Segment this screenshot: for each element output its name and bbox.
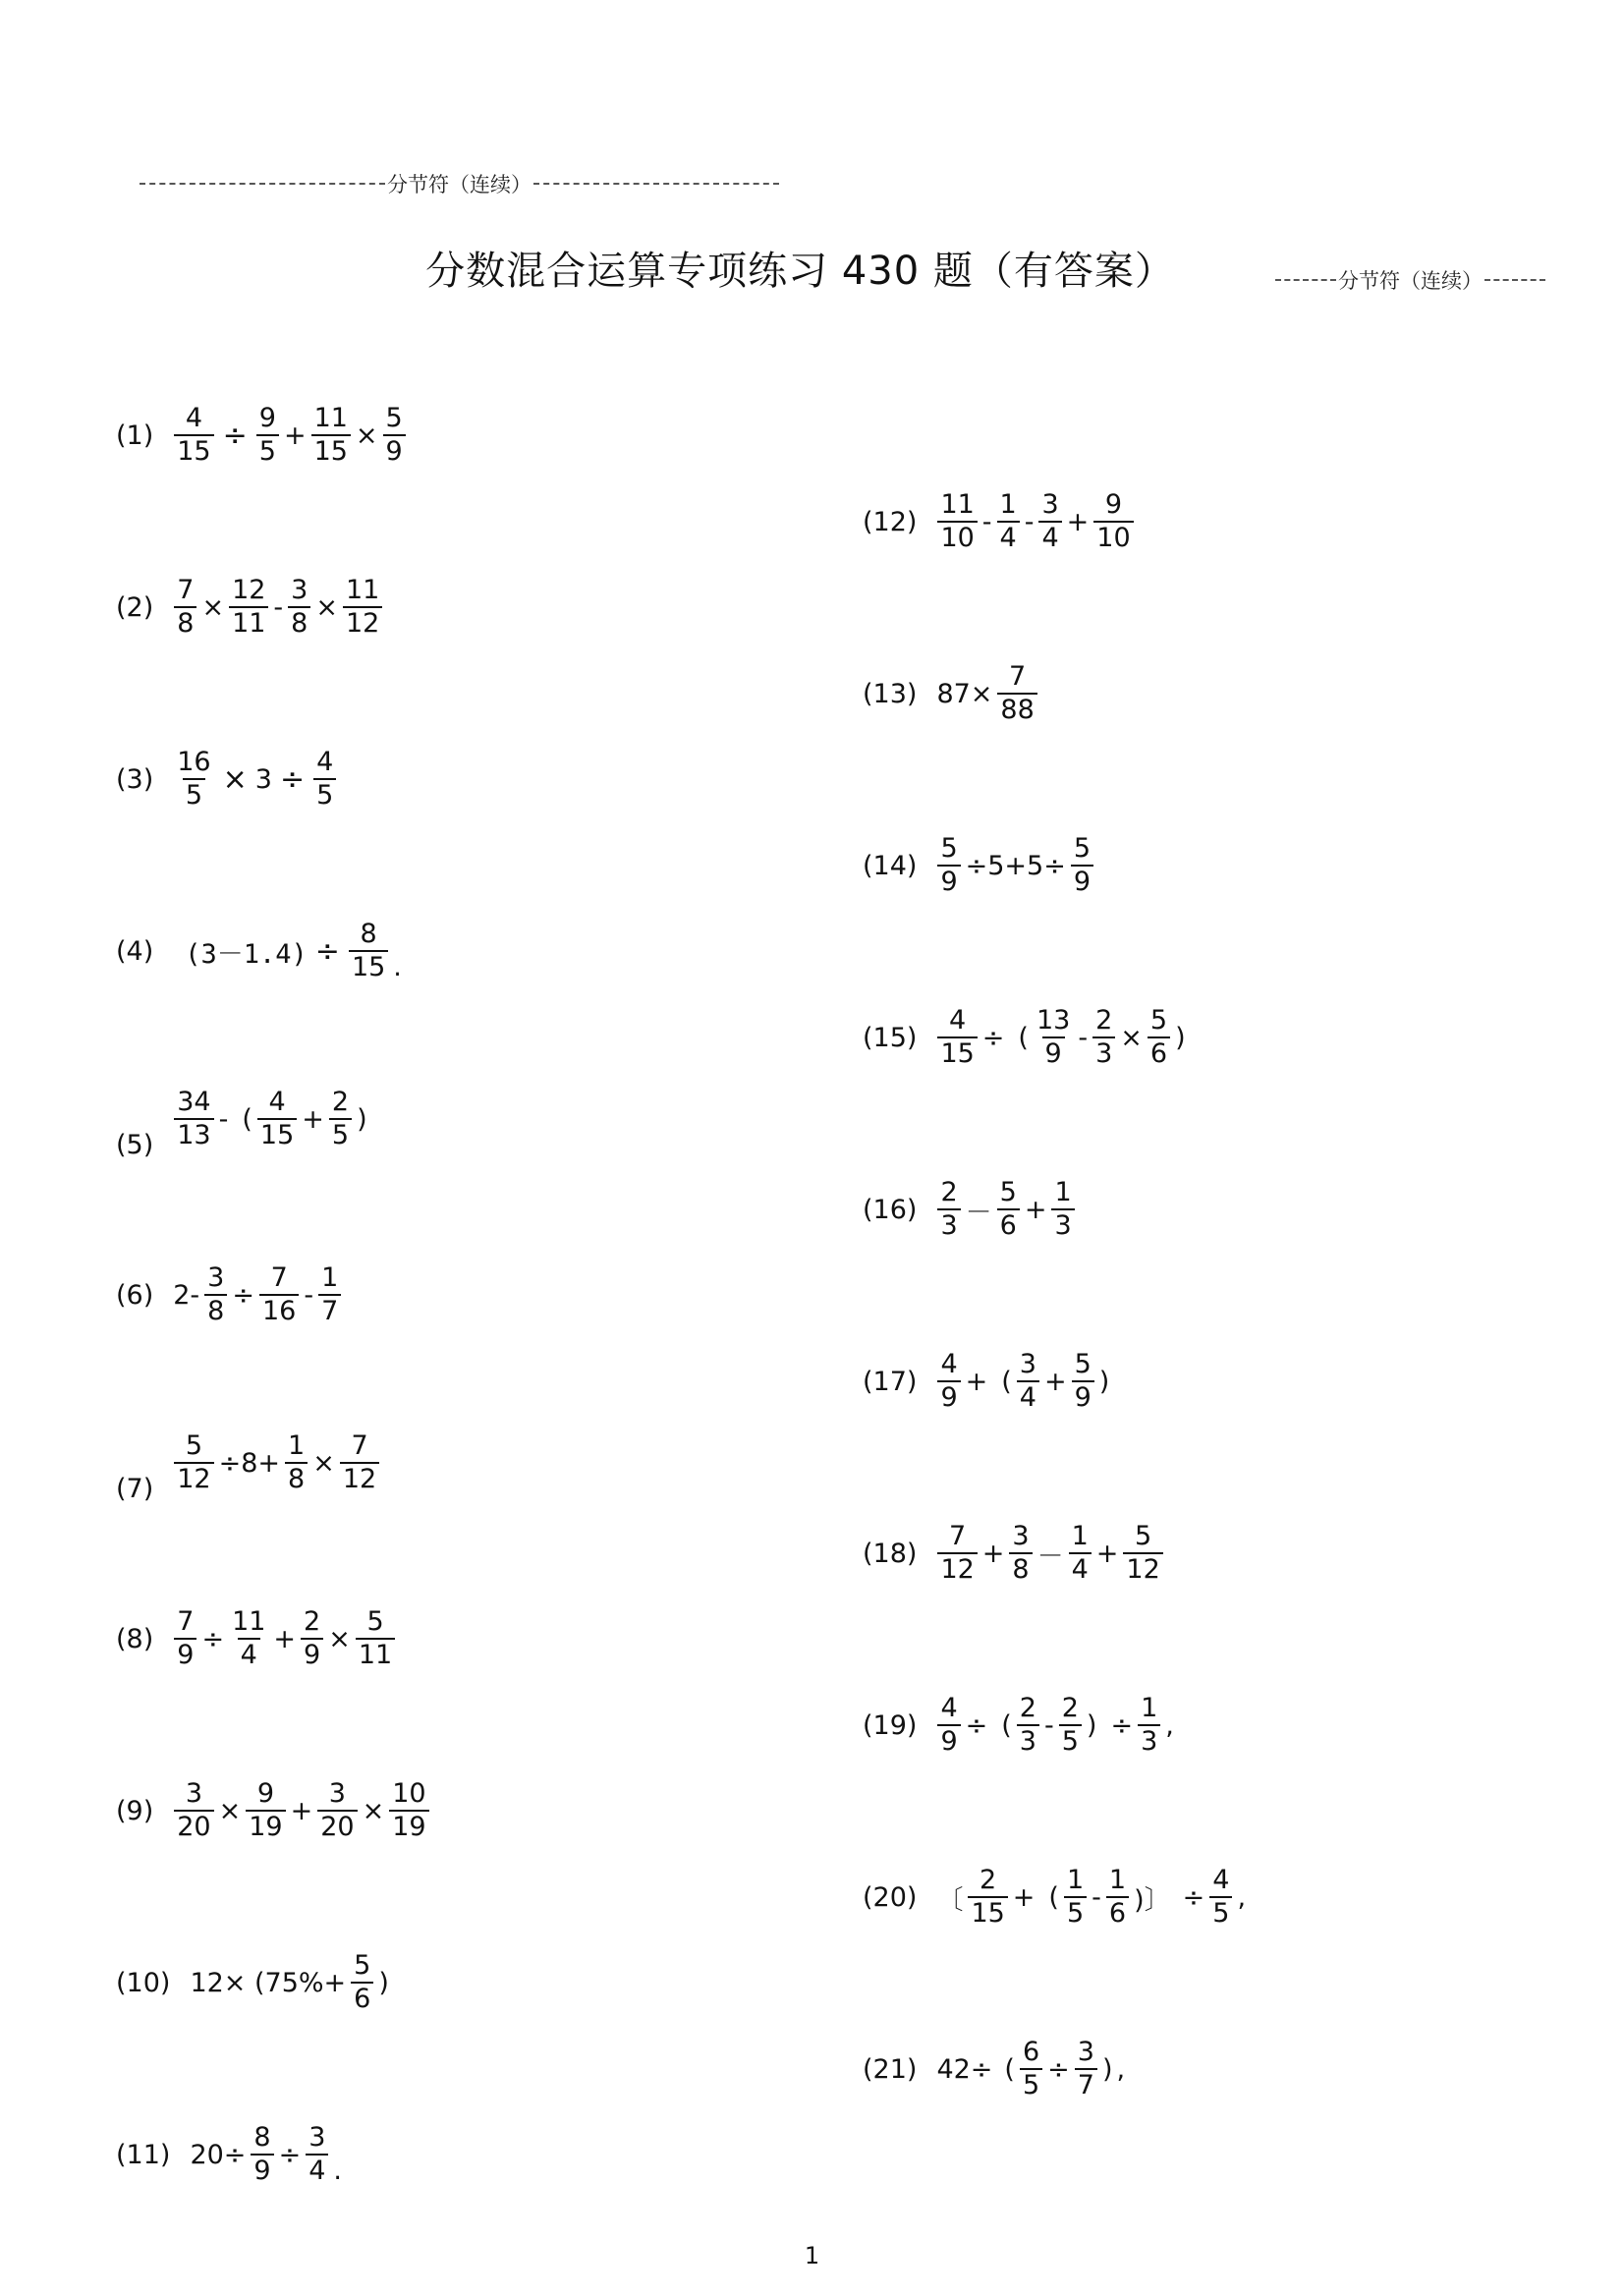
dashed-line bbox=[1484, 279, 1545, 281]
close-paren: ) bbox=[357, 1103, 367, 1135]
leading-term: 20÷ bbox=[190, 2139, 247, 2170]
problem-11 bbox=[116, 2124, 344, 2186]
expression bbox=[934, 1867, 1248, 1929]
problem-6 bbox=[116, 1264, 344, 1326]
problem-18 bbox=[863, 1523, 1166, 1585]
fraction: $\frac{10}{19}$ bbox=[389, 1780, 428, 1842]
page-number: 1 bbox=[804, 2242, 820, 2269]
operator: ÷ bbox=[222, 418, 248, 453]
fraction: $\frac{8}{9}$ bbox=[251, 2124, 273, 2186]
operator: + bbox=[290, 1795, 313, 1826]
expression bbox=[934, 663, 1039, 725]
fraction: $\frac{5}{6}$ bbox=[1148, 1007, 1170, 1069]
close-paren: ) bbox=[1098, 1366, 1110, 1397]
operator: + bbox=[1043, 1366, 1067, 1397]
comma: , bbox=[1165, 1709, 1174, 1741]
open-paren: ( bbox=[1001, 1709, 1012, 1741]
fraction: $\frac{3}{8}$ bbox=[288, 577, 310, 639]
fraction: $\frac{3}{4}$ bbox=[306, 2124, 328, 2186]
expression bbox=[171, 1089, 368, 1150]
expression bbox=[934, 1695, 1175, 1757]
expression bbox=[171, 577, 385, 639]
open-paren: ( bbox=[1048, 1881, 1059, 1913]
fraction: $\frac{3}{20}$ bbox=[317, 1780, 357, 1842]
fraction: $\frac{5}{6}$ bbox=[351, 1952, 373, 2014]
operator: + bbox=[981, 1538, 1005, 1569]
problem-number: (20) bbox=[863, 1881, 918, 1913]
problem-1 bbox=[116, 405, 409, 467]
operator: + bbox=[273, 1623, 297, 1654]
operator: × bbox=[201, 591, 225, 623]
open-paren: ( bbox=[1001, 1366, 1012, 1397]
operator: － bbox=[1036, 1540, 1064, 1572]
fraction: $\frac{7}{8}$ bbox=[174, 577, 196, 639]
operator: ÷ bbox=[1110, 1709, 1134, 1741]
fraction: $\frac{2}{9}$ bbox=[301, 1608, 323, 1670]
operator: ÷8+ bbox=[218, 1447, 281, 1479]
operator: ÷ bbox=[981, 1022, 1005, 1053]
problem-number: (11) bbox=[116, 2139, 171, 2170]
fraction: $\frac{8}{15}$ bbox=[349, 921, 388, 982]
fraction: $\frac{13}{9}$ bbox=[1036, 1005, 1071, 1070]
expression bbox=[171, 749, 339, 811]
open-paren: ( bbox=[242, 1103, 252, 1135]
problem-number: (5) bbox=[116, 1129, 154, 1160]
fraction: $\frac{5}{12}$ bbox=[174, 1432, 213, 1494]
problem-number: (3) bbox=[116, 763, 154, 795]
dashed-line bbox=[533, 183, 779, 185]
operator: × bbox=[312, 1447, 335, 1479]
fraction: $\frac{2}{3}$ bbox=[1017, 1695, 1039, 1757]
fraction: $\frac{7}{88}$ bbox=[997, 663, 1036, 725]
fraction: $\frac{1}{7}$ bbox=[318, 1264, 341, 1326]
fraction: $\frac{1}{4}$ bbox=[997, 491, 1020, 553]
operator: + bbox=[283, 420, 307, 451]
fraction: $\frac{7}{12}$ bbox=[937, 1523, 977, 1585]
fraction: $\frac{1}{4}$ bbox=[1069, 1523, 1092, 1585]
operator: - bbox=[1078, 1022, 1089, 1053]
section-break-label: 分节符（连续） bbox=[1338, 269, 1483, 293]
problem-7 bbox=[116, 1430, 382, 1504]
fraction: $\frac{2}{3}$ bbox=[1092, 1007, 1115, 1069]
dashed-line bbox=[140, 183, 385, 185]
number: 3 bbox=[254, 763, 272, 795]
operator: × bbox=[355, 420, 378, 451]
comma: , bbox=[1237, 1881, 1247, 1913]
close-paren: ) bbox=[378, 1967, 389, 1998]
expression bbox=[188, 1952, 390, 2014]
fraction: $\frac{4}{9}$ bbox=[937, 1351, 960, 1413]
fraction: $\frac{4}{15}$ bbox=[174, 405, 213, 467]
section-break-label: 分节符（连续） bbox=[387, 173, 532, 196]
operator: × bbox=[1120, 1022, 1143, 1053]
expression bbox=[171, 405, 408, 467]
fraction: $\frac{9}{5}$ bbox=[256, 405, 279, 467]
expression bbox=[171, 1432, 382, 1494]
section-break-top bbox=[140, 169, 779, 198]
dashed-line bbox=[1275, 279, 1336, 281]
expression bbox=[188, 2124, 344, 2186]
fraction: $\frac{2}{3}$ bbox=[937, 1179, 960, 1241]
operator: - bbox=[1043, 1709, 1054, 1741]
fraction: $\frac{4}{5}$ bbox=[1209, 1867, 1232, 1929]
operator: × bbox=[315, 591, 338, 623]
problem-number: (4) bbox=[116, 935, 154, 967]
fraction: $\frac{2}{5}$ bbox=[329, 1089, 352, 1150]
operator: × bbox=[328, 1623, 351, 1654]
problem-number: (19) bbox=[863, 1709, 918, 1741]
problem-13 bbox=[863, 663, 1040, 725]
problem-number: (2) bbox=[116, 591, 154, 623]
expression bbox=[171, 1608, 398, 1670]
problem-14 bbox=[863, 835, 1096, 897]
expression bbox=[934, 1523, 1165, 1585]
leading-term: 87× bbox=[936, 678, 993, 709]
leading-term: 42÷ bbox=[936, 2053, 993, 2085]
operator: × bbox=[362, 1795, 385, 1826]
fraction: $\frac{11}{10}$ bbox=[937, 491, 977, 553]
problem-number: (13) bbox=[863, 678, 918, 709]
operator: - bbox=[981, 506, 992, 537]
problem-2 bbox=[116, 577, 385, 639]
operator: ÷ bbox=[1182, 1881, 1205, 1913]
close-paren: ) bbox=[1086, 1709, 1097, 1741]
fraction: $\frac{9}{10}$ bbox=[1093, 491, 1133, 553]
period: . bbox=[393, 951, 402, 982]
problem-number: (16) bbox=[863, 1194, 918, 1225]
problem-5 bbox=[116, 1087, 369, 1160]
operator: + bbox=[1024, 1194, 1047, 1225]
operator: - bbox=[1024, 506, 1035, 537]
operator: ÷ bbox=[201, 1623, 225, 1654]
problem-number: (6) bbox=[116, 1279, 154, 1311]
fraction: $\frac{7}{16}$ bbox=[259, 1264, 299, 1326]
fraction: $\frac{4}{15}$ bbox=[937, 1007, 977, 1069]
operator: + bbox=[1012, 1881, 1036, 1913]
fraction: $\frac{1}{5}$ bbox=[1064, 1867, 1087, 1929]
expression bbox=[934, 2039, 1127, 2100]
problem-8 bbox=[116, 1608, 398, 1670]
operator: ÷ bbox=[232, 1279, 254, 1311]
expression bbox=[934, 1007, 1187, 1069]
fraction: $\frac{5}{6}$ bbox=[997, 1179, 1020, 1241]
fraction: $\frac{34}{13}$ bbox=[174, 1089, 213, 1150]
open-paren: ( bbox=[1018, 1022, 1029, 1053]
fraction: $\frac{11}{12}$ bbox=[343, 577, 382, 639]
operator: ÷ bbox=[278, 2139, 302, 2170]
fraction: $\frac{5}{11}$ bbox=[356, 1608, 395, 1670]
problem-number: (12) bbox=[863, 506, 918, 537]
fraction: $\frac{3}{8}$ bbox=[1009, 1523, 1032, 1585]
problem-9 bbox=[116, 1780, 432, 1842]
problem-number: (17) bbox=[863, 1366, 918, 1397]
close-paren: ) bbox=[1175, 1022, 1186, 1053]
fraction: $\frac{11}{4}$ bbox=[232, 1606, 266, 1671]
open-bracket: 〔 bbox=[936, 1884, 964, 1916]
fraction: $\frac{3}{4}$ bbox=[1038, 491, 1061, 553]
operator: ÷ bbox=[279, 761, 306, 797]
problem-number: (14) bbox=[863, 850, 918, 881]
fraction: $\frac{1}{8}$ bbox=[285, 1432, 308, 1494]
fraction: $\frac{5}{9}$ bbox=[1072, 1351, 1094, 1413]
problem-number: (15) bbox=[863, 1022, 918, 1053]
problem-19 bbox=[863, 1695, 1176, 1757]
problem-20 bbox=[863, 1867, 1248, 1929]
expression bbox=[171, 1780, 431, 1842]
operator: ÷ bbox=[1047, 2053, 1070, 2085]
expression bbox=[171, 1264, 344, 1326]
operator: - bbox=[273, 591, 284, 623]
problem-number: (9) bbox=[116, 1795, 154, 1826]
fraction: $\frac{5}{9}$ bbox=[1071, 835, 1093, 897]
expression bbox=[171, 921, 404, 982]
expression bbox=[934, 835, 1096, 897]
fraction: $\frac{7}{9}$ bbox=[174, 1608, 196, 1670]
fraction: $\frac{5}{9}$ bbox=[937, 835, 960, 897]
fraction: $\frac{1}{3}$ bbox=[1138, 1695, 1160, 1757]
fraction: $\frac{1}{6}$ bbox=[1106, 1867, 1129, 1929]
problem-number: (21) bbox=[863, 2053, 918, 2085]
fraction: $\frac{1}{3}$ bbox=[1051, 1179, 1074, 1241]
fraction: $\frac{11}{15}$ bbox=[311, 405, 351, 467]
close-bracket: )〕 bbox=[1134, 1884, 1171, 1916]
operator: × bbox=[222, 761, 248, 797]
operator: ÷ bbox=[314, 933, 340, 969]
operator: × bbox=[218, 1795, 242, 1826]
fraction: $\frac{3}{8}$ bbox=[204, 1264, 227, 1326]
fraction: $\frac{2}{5}$ bbox=[1059, 1695, 1082, 1757]
page-title: 分数混合运算专项练习 430 题（有答案） bbox=[425, 249, 1175, 294]
close-paren: ) bbox=[1101, 2053, 1113, 2085]
operator: + bbox=[1066, 506, 1090, 537]
problem-number: (7) bbox=[116, 1473, 154, 1504]
problem-21 bbox=[863, 2039, 1127, 2100]
problem-number: (10) bbox=[116, 1967, 171, 1998]
fraction: $\frac{2}{15}$ bbox=[968, 1867, 1007, 1929]
operator: ÷5+5÷ bbox=[965, 850, 1066, 881]
problem-10 bbox=[116, 1952, 391, 2014]
problem-12 bbox=[863, 491, 1137, 553]
fraction: $\frac{3}{7}$ bbox=[1075, 2039, 1097, 2100]
operator: - bbox=[304, 1279, 314, 1311]
comma: , bbox=[1116, 2053, 1126, 2085]
operator: + bbox=[302, 1103, 324, 1135]
fraction: $\frac{3}{20}$ bbox=[174, 1780, 213, 1842]
fraction: $\frac{12}{11}$ bbox=[229, 577, 268, 639]
problem-3 bbox=[116, 749, 339, 811]
fraction: $\frac{9}{19}$ bbox=[246, 1780, 285, 1842]
operator: ÷ bbox=[965, 1709, 988, 1741]
operator: - bbox=[1092, 1881, 1101, 1913]
expression bbox=[934, 1179, 1077, 1241]
problem-17 bbox=[863, 1351, 1111, 1413]
operator: + bbox=[965, 1366, 988, 1397]
fraction: $\frac{3}{4}$ bbox=[1017, 1351, 1039, 1413]
parenthesized-term: (3－1.4) bbox=[185, 938, 308, 970]
operator: + bbox=[1095, 1538, 1119, 1569]
problem-number: (1) bbox=[116, 420, 154, 451]
problem-16 bbox=[863, 1179, 1078, 1241]
problem-number: (18) bbox=[863, 1538, 918, 1569]
fraction: $\frac{6}{5}$ bbox=[1020, 2039, 1042, 2100]
section-break-right bbox=[1275, 265, 1545, 295]
operator: - bbox=[218, 1103, 229, 1135]
problem-number: (8) bbox=[116, 1623, 154, 1654]
leading-term: 12× (75%+ bbox=[190, 1967, 347, 1998]
leading-term: 2- bbox=[173, 1279, 200, 1311]
fraction: $\frac{4}{15}$ bbox=[257, 1089, 297, 1150]
fraction: $\frac{4}{9}$ bbox=[937, 1695, 960, 1757]
fraction: $\frac{7}{12}$ bbox=[340, 1432, 379, 1494]
fraction: $\frac{5}{9}$ bbox=[383, 405, 406, 467]
fraction: $\frac{4}{5}$ bbox=[313, 749, 336, 811]
problem-15 bbox=[863, 1007, 1188, 1069]
fraction: $\frac{5}{12}$ bbox=[1123, 1523, 1162, 1585]
operator: － bbox=[965, 1197, 992, 1228]
fraction: $\frac{16}{5}$ bbox=[177, 747, 211, 812]
expression bbox=[934, 491, 1136, 553]
problem-4 bbox=[116, 921, 404, 982]
expression bbox=[934, 1351, 1111, 1413]
period: . bbox=[333, 2155, 343, 2186]
open-paren: ( bbox=[1004, 2053, 1015, 2085]
